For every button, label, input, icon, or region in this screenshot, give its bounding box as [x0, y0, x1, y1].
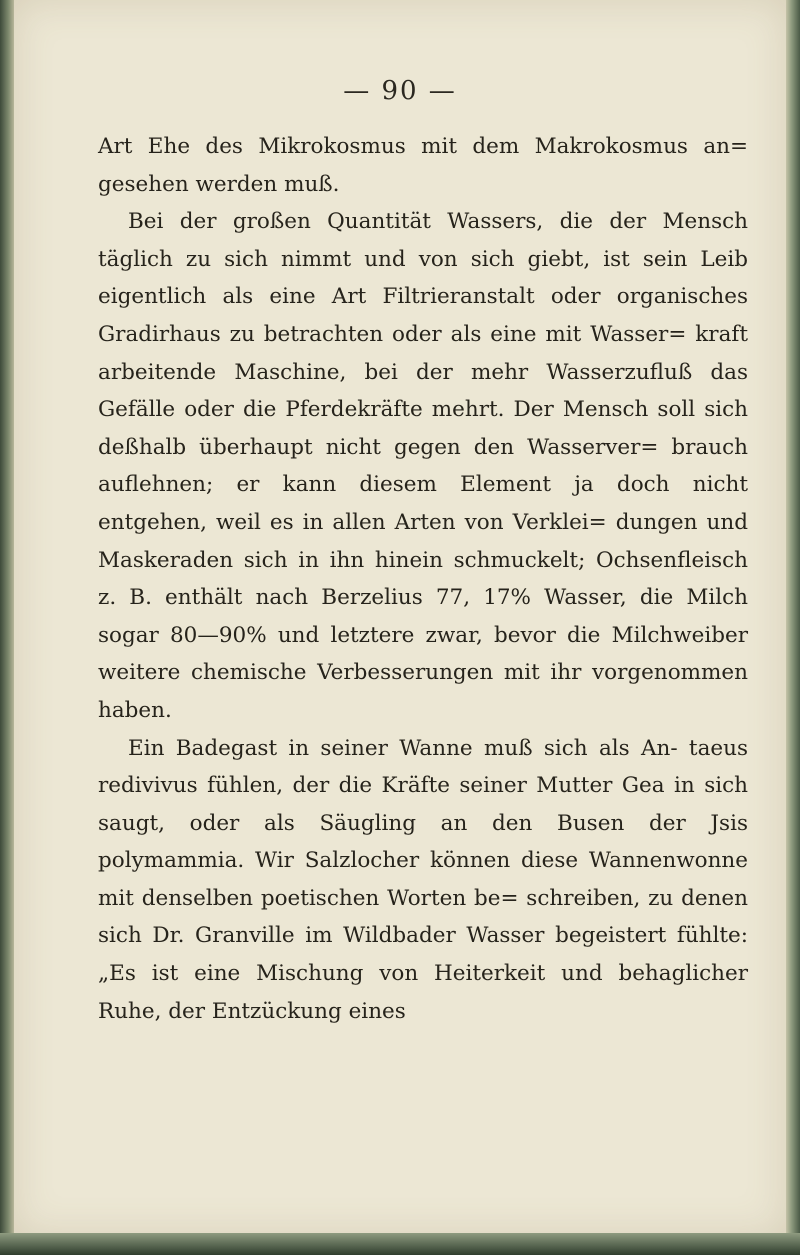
- page-number-header: — 90 —: [343, 76, 457, 106]
- paragraph-2: Bei der großen Quantität Wassers, die der Mensch täglich zu sich nimmt und von sich giebt, ist sein Leib eigentlich als eine Art Filtrieranstalt oder organisches Gradirhaus zu betrachten oder als eine mit Wasser= kraft arbeitende Maschine, bei der mehr Wasserzufluß das Gefälle oder die Pferdekräfte mehrt. Der Mensch soll sich deßhalb überhaupt nicht gegen den Wasserver= brauch auflehnen; er kann diesem Element ja doch nicht entgehen, weil es in allen Arten von Verklei= dungen und Maskeraden sich in ihn hinein schmuckelt; Ochsenfleisch z. B. enthält nach Berzelius 77, 17% Wasser, die Milch sogar 80—90% und letztere zwar, bevor die Milchweiber weitere chemische Verbesserungen mit ihr vorgenommen haben.: [98, 209, 748, 723]
- book-edge-right: [786, 0, 800, 1255]
- paragraph-3: Ein Badegast in seiner Wanne muß sich als An- taeus redivivus fühlen, der die Kräfte seiner Mutter Gea in sich saugt, oder als Säugling an den Busen der Jsis polymammia. Wir Salzlocher können diese Wannenwonne mit denselben poetischen Worten be= schreiben, zu denen sich Dr. Granville im Wildbader Wasser begeistert fühlte: „Es ist eine Mischung von Heiterkeit und behaglicher Ruhe, der Entzückung eines: [98, 735, 748, 1024]
- paragraph-1: Art Ehe des Mikrokosmus mit dem Makrokosmus an= gesehen werden muß.: [98, 134, 748, 197]
- book-edge-bottom: [0, 1233, 800, 1255]
- body-text: [98, 128, 748, 1030]
- book-spine-left: [0, 0, 14, 1255]
- book-page: [14, 0, 786, 1236]
